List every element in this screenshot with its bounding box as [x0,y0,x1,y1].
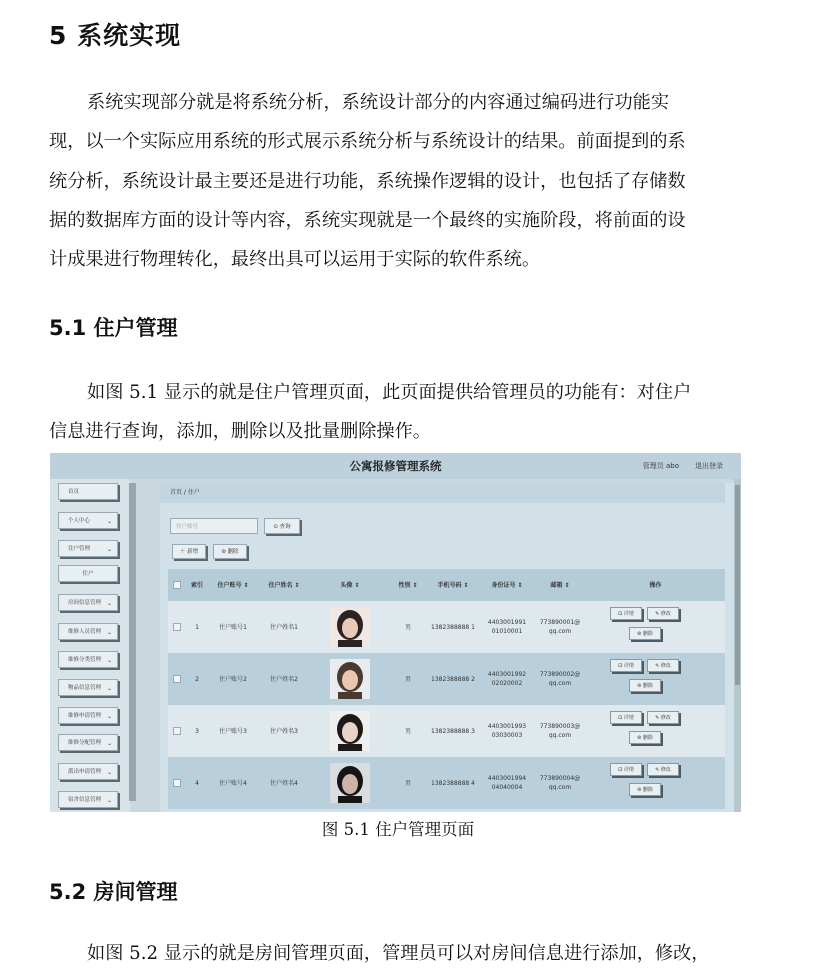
para-line: 信息进行查询，添加，删除以及批量删除操作。 [49,421,431,443]
intro-line: 计成果进行物理转化，最终出具可以运用于实际的软件系统。 [49,249,541,271]
actions-cell [586,601,725,653]
chevron-down-icon: ⌄ [106,600,112,607]
cell-index: 2 [195,675,199,683]
avatar-cell [310,601,390,653]
sidebar-item[interactable] [58,791,118,808]
subsection-title-5-2: 5.2 房间管理 [49,880,178,904]
cell-name: 住户姓名4 [270,779,298,787]
sidebar-item[interactable] [58,623,118,640]
cell-account: 住户账号1 [219,623,247,631]
cell-email: 773890003@ qq.com [539,723,581,739]
sidebar-item-label: 宿舍信息管理 [68,797,102,803]
sidebar-item[interactable] [58,540,118,557]
scrollbar-thumb[interactable] [735,485,740,685]
intro-line: 现，以一个实际应用系统的形式展示系统分析与系统设计的结果。前面提到的系 [49,131,686,153]
sidebar-item[interactable] [58,734,118,751]
detail-button[interactable]: ⊡ 详情 [610,659,642,672]
sidebar-item[interactable] [58,594,118,611]
cell-phone: 1382388888 4 [431,779,475,787]
intro-line: 统分析，系统设计最主要还是进行功能，系统操作逻辑的设计，也包括了存储数 [49,170,686,192]
actions-cell [586,705,725,757]
cell-phone: 1382388888 3 [431,727,475,735]
sidebar-item-label: 维修分配管理 [68,740,102,746]
intro-line: 据的数据库方面的设计等内容，系统实现就是一个最终的实施阶段，将前面的设 [49,209,686,231]
subsection-title-5-1: 5.1 住户管理 [49,316,178,340]
row-delete-button[interactable]: ⊜ 删除 [629,679,661,692]
cell-id-card: 4403001991 01010001 [487,619,527,635]
column-header[interactable]: 身份证号 ⇕ [491,581,523,589]
cell-email: 773890001@ qq.com [539,619,581,635]
cell-name: 住户姓名1 [270,623,298,631]
cell-index: 4 [195,779,199,787]
sidebar-item-label: 维修人员管理 [68,629,102,635]
cell-gender: 男 [404,727,411,735]
row-checkbox[interactable] [173,727,181,735]
cell-gender: 男 [404,675,411,683]
sidebar-item-label: 首页 [68,489,80,495]
sidebar-item-label: 个人中心 [68,518,91,524]
table-row [168,653,725,705]
sidebar-item[interactable] [58,763,118,780]
subsection-paragraph [49,373,743,452]
row-delete-button[interactable]: ⊜ 删除 [629,783,661,796]
edit-button[interactable]: ✎ 修改 [647,607,679,620]
add-button[interactable]: ＋ 新增 [172,544,206,559]
cell-account: 住户账号2 [219,675,247,683]
actions-cell [586,653,725,705]
search-input[interactable]: 住户账号 [170,518,258,534]
column-header[interactable]: 邮箱 ⇕ [550,581,570,589]
table-row [168,757,725,809]
sidebar-scrollbar[interactable] [129,483,136,801]
row-checkbox-cell [168,601,186,653]
column-header[interactable]: 头像 ⇕ [340,581,360,589]
column-header[interactable]: 手机号码 ⇕ [437,581,469,589]
avatar-cell [310,705,390,757]
avatar [330,763,370,803]
sidebar-item-label: 维修分类管理 [68,657,102,663]
chevron-down-icon: ⌄ [106,713,112,720]
row-checkbox[interactable] [173,623,181,631]
row-delete-button[interactable]: ⊜ 删除 [629,627,661,640]
para-line: 如图 5.2 显示的就是房间管理页面，管理员可以对房间信息进行添加，修改， [87,943,710,964]
cell-name: 住户姓名2 [270,675,298,683]
cell-account: 住户账号3 [219,727,247,735]
chevron-down-icon: ⌄ [106,740,112,747]
avatar [330,607,370,647]
cell-gender: 男 [404,623,411,631]
edit-button[interactable]: ✎ 修改 [647,711,679,724]
sidebar-item-label: 派出申请管理 [68,769,102,775]
column-header[interactable] [168,569,186,601]
chevron-down-icon: ⌄ [106,518,112,525]
cell-id-card: 4403001992 02020002 [487,671,527,687]
sidebar-item[interactable] [58,483,118,500]
edit-button[interactable]: ✎ 修改 [647,763,679,776]
sidebar-item-label: 房间信息管理 [68,600,102,606]
figure-caption: 图 5.1 住户管理页面 [321,820,475,839]
row-checkbox-cell [168,705,186,757]
row-checkbox-cell [168,757,186,809]
chevron-down-icon: ⌄ [106,629,112,636]
row-checkbox-cell [168,653,186,705]
detail-button[interactable]: ⊡ 详情 [610,763,642,776]
sidebar-item-label: 物品信息管理 [68,685,102,691]
section-title: 5 系统实现 [49,21,182,50]
chevron-down-icon: ⌄ [106,546,112,553]
actions-cell [586,757,725,809]
cell-index: 1 [195,623,199,631]
table-row [168,601,725,653]
edit-button[interactable]: ✎ 修改 [647,659,679,672]
app-header [50,453,741,479]
sidebar-item[interactable] [58,565,118,582]
avatar-cell [310,653,390,705]
column-header[interactable]: 索引 [190,581,203,589]
sidebar-item[interactable] [58,651,118,668]
chevron-down-icon: ⌄ [106,685,112,692]
subsection-paragraph [49,934,743,973]
sidebar-item-label: 维修申请管理 [68,713,102,719]
chevron-down-icon: ⌄ [106,797,112,804]
sidebar-item[interactable] [58,707,118,724]
chevron-down-icon: ⌄ [106,769,112,776]
para-line: 如图 5.1 显示的就是住户管理页面，此页面提供给管理员的功能有：对住户 [87,382,692,403]
column-header[interactable]: 性别 ⇕ [398,581,418,589]
avatar-cell [310,757,390,809]
sidebar-item[interactable] [58,679,118,696]
row-checkbox[interactable] [173,779,181,787]
cell-id-card: 4403001993 03030003 [487,723,527,739]
breadcrumb: 首页 / 住户 [160,483,725,503]
query-button[interactable]: ⊙ 查询 [264,518,300,534]
cell-phone: 1382388888 1 [431,623,475,631]
sidebar-item-label: 住户 [82,571,94,577]
column-header[interactable]: 住户姓名 ⇕ [268,581,300,589]
column-header[interactable]: 住户账号 ⇕ [217,581,249,589]
detail-button[interactable]: ⊡ 详情 [610,711,642,724]
row-delete-button[interactable]: ⊜ 删除 [629,731,661,744]
intro-line: 系统实现部分就是将系统分析，系统设计部分的内容通过编码进行功能实 [87,92,670,113]
row-checkbox[interactable] [173,675,181,683]
table-row [168,705,725,757]
delete-button[interactable]: ⊜ 删除 [213,544,247,559]
cell-index: 3 [195,727,199,735]
cell-email: 773890002@ qq.com [539,671,581,687]
cell-name: 住户姓名3 [270,727,298,735]
detail-button[interactable]: ⊡ 详情 [610,607,642,620]
resident-table [168,569,725,809]
avatar [330,711,370,751]
intro-paragraph [49,83,743,279]
figure-screenshot [50,453,741,812]
cell-id-card: 4403001994 04040004 [487,775,527,791]
main-panel [160,483,735,812]
table-header [168,569,725,601]
logout-link[interactable]: 退出登录 [695,462,723,470]
column-header[interactable]: 操作 [649,581,662,589]
admin-label: 管理员 abo [642,462,679,470]
avatar [330,659,370,699]
cell-phone: 1382388888 2 [431,675,475,683]
chevron-down-icon: ⌄ [106,657,112,664]
app-title: 公寓报修管理系统 [349,459,442,473]
sidebar-item-label: 住户管理 [68,546,91,552]
select-all-checkbox[interactable] [173,581,181,589]
cell-account: 住户账号4 [219,779,247,787]
sidebar-item[interactable] [58,512,118,529]
cell-email: 773890004@ qq.com [539,775,581,791]
cell-gender: 男 [404,779,411,787]
